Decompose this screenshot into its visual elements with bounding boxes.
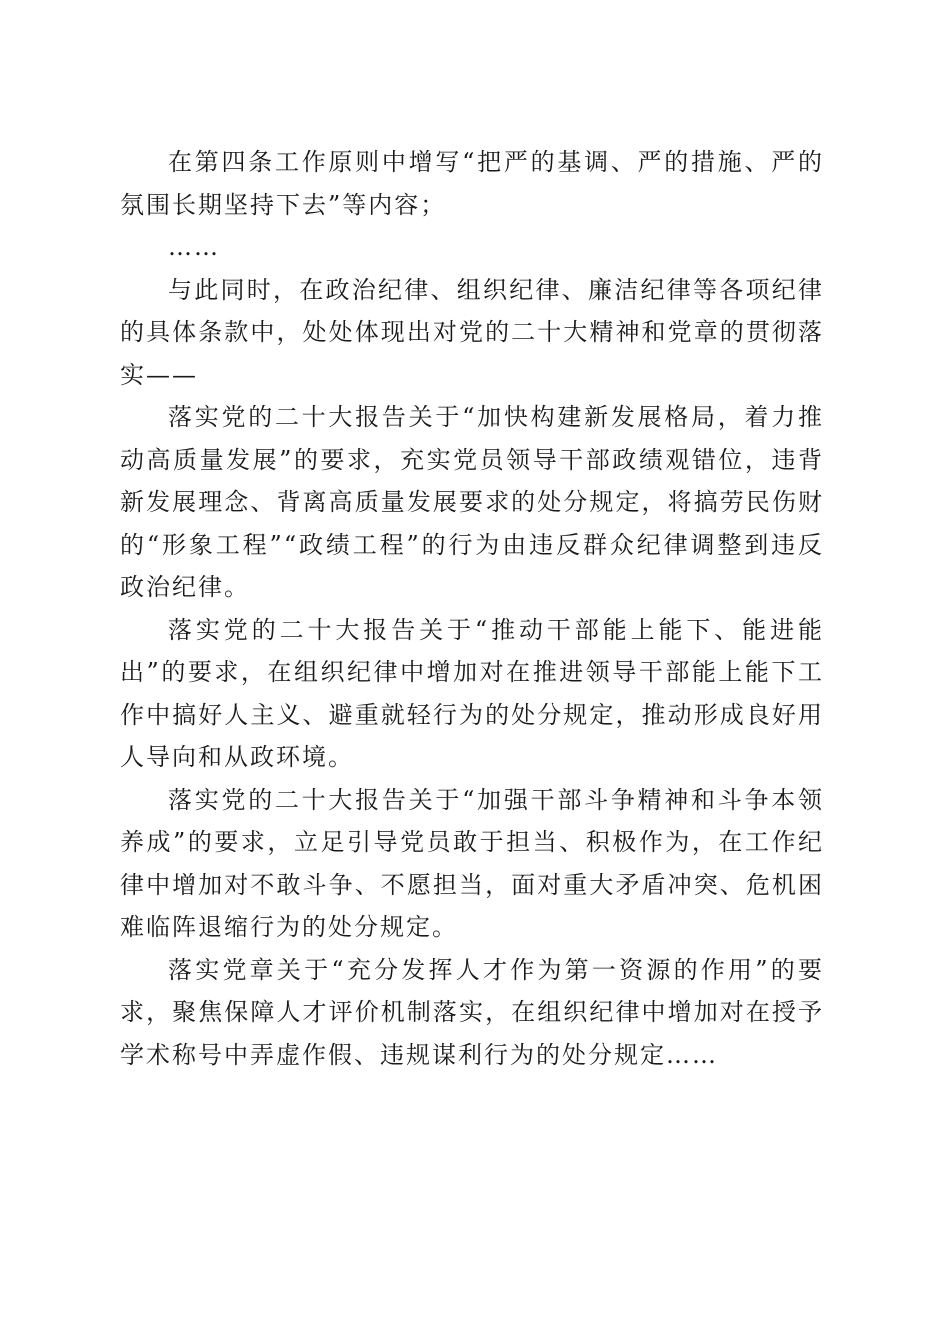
paragraph-cadre-promotion: 落实党的二十大报告关于“推动干部能上能下、能进能出”的要求，在组织纪律中增加对在推进领导干部能上能下工作中搞好人主义、避重就轻行为的处分规定，推动形成良好用人导向和从政环境。 — [120, 615, 824, 771]
paragraph-talent: 落实党章关于“充分发挥人才作为第一资源的作用”的要求，聚焦保障人才评价机制落实，在组织纪律中增加对在授予学术称号中弄虚作假、违规谋利行为的处分规定…… — [120, 955, 824, 1069]
paragraph-work-principle: 在第四条工作原则中增写“把严的基调、严的措施、严的氛围长期坚持下去”等内容； — [120, 148, 824, 219]
paragraph-struggle-spirit: 落实党的二十大报告关于“加强干部斗争精神和斗争本领养成”的要求，立足引导党员敢于担当、积极作为，在工作纪律中增加对不敢斗争、不愿担当，面对重大矛盾冲突、危机困难临阵退缩行为的处分规定。 — [120, 785, 824, 941]
document-body — [120, 141, 824, 1076]
paragraph-development: 落实党的二十大报告关于“加快构建新发展格局，着力推动高质量发展”的要求，充实党员领导干部政绩观错位，违背新发展理念、背离高质量发展要求的处分规定，将搞劳民伤财的“形象工程”“政绩工程”的行为由违反群众纪律调整到违反政治纪律。 — [120, 403, 824, 601]
paragraph-ellipsis: …… — [168, 233, 220, 261]
paragraph-intro: 与此同时，在政治纪律、组织纪律、廉洁纪律等各项纪律的具体条款中，处处体现出对党的二十大精神和党章的贯彻落实—— — [120, 275, 824, 389]
